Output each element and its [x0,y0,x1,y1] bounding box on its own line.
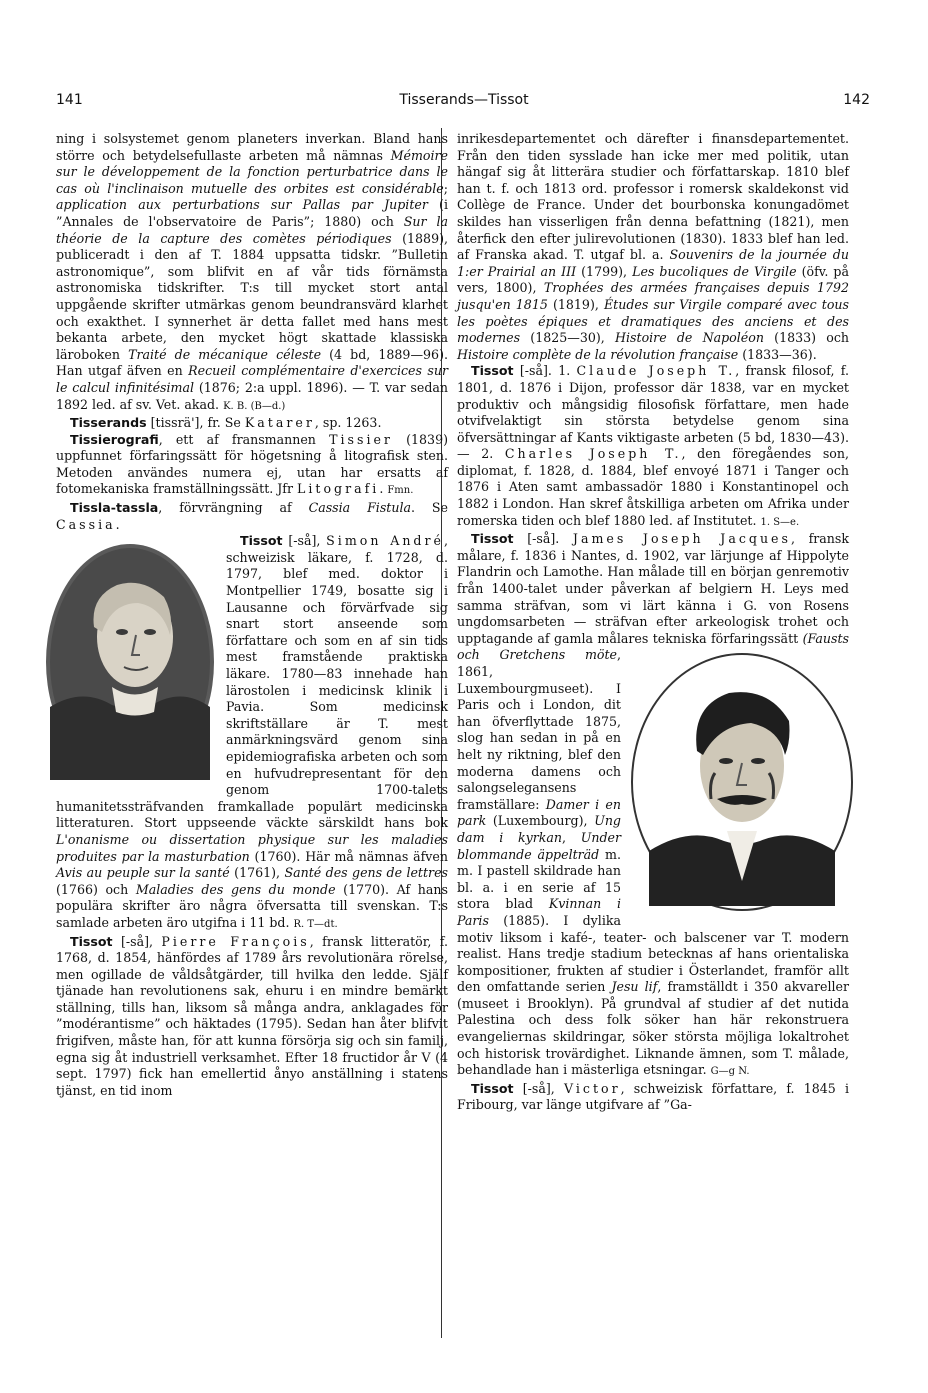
entry-tissot-pierre-francois: Tissot [-så], Pierre François, fransk litteratör, f. 1768, d. 1854, hänfördes af 1789 års revolutionära rörelse, men ogillade de våldsåtgärder, till hvilka den ledde. Själf tjänade han revolutionens sak, ehuru i en mindre bemärkt ställning, tills han, liksom så många andra, anklagades för ”modérantisme” och häktades (1795). Sedan han åter blifvit frigifven, måste han, för att kunna försörja sig och sin familj, egna sig åt industriell verksamhet. Efter 18 fructidor år V (4 sept. 1797) fick han emellertid ånyo anställning i statens tjänst, en tid inom [56,933,448,1098]
entry-tissot-claude-charles: Tissot [-så]. 1. Claude Joseph T., fransk filosof, f. 1801, d. 1876 i Dijon, professor där 1838, var en mycket produktiv och mångsidig filosofisk författare, men hade otvifvelaktigt sin största betydelse genom sina öfversättningar af Kants viktigaste arbeten (5 bd, 1830—43). — 2. Charles Joseph T., den föregåendes son, diplomat, f. 1828, d. 1884, blef envoyé 1871 i Tanger och 1876 i Aten samt ambassadör 1880 i Konstantinopel och 1882 i London. Han skref åtskilliga arbeten om Afrika under romerska tiden och blef 1880 led. af Institutet. 1. S—e. [457,363,849,528]
author-signature: R. T—dt. [293,918,338,930]
entry-tissot-victor: Tissot [-så], Victor, schweizisk författare, f. 1845 i Fribourg, var länge utgifvare af ”Ga- [457,1080,849,1113]
entry-tissot-simon-andre: Tissot [-så], Simon André , schweizisk läkare, f. 1728, d. 1797, blef med. doktor i Montpellier 1749, bosatte sig i Lausanne och förvärfvade sig snart stort anseende som författare och som en af sin tids mest framstående praktiska läkare. 1780—83 innehade han lärostolen i medicinsk klinik i Pavia. Som medicinsk skriftställare är T. mest anmärkningsvärd genom sina epidemiografiska arbeten och som en hufvudrepresentant för den genom 1700-talets humanitetssträfvanden framkallade populärt medicinska litteraturen. Stort uppseende väckte särskildt hans bok L'onanisme ou dissertation physique sur les maladies produites par la masturbation (1760). Här må nämnas äfven Avis au peuple sur la santé (1761), Santé des gens de lettres (1766) och Maladies des gens du monde (1770). Af hans populära skrifter äro några öfversatta till svenskan. T:s samlade arbeten äro utgifna i 11 bd. R. T—dt. [56,533,448,933]
left-column [56,131,448,1099]
author-signature: Fmn. [387,485,414,497]
left-page-number: 141 [56,92,83,108]
entry-tisserand-continuation: ning i solsystemet genom planeters inverkan. Bland hans större och betydelsefullaste arbeten må nämnas Mémoire sur le développement de la fonction perturbatrice dans le cas où l'inclinaison mutuelle des orbites est considérable; application aux perturbations sur Pallas par Jupiter (i ”Annales de l'observatoire de Paris”; 1880) och Sur la théorie de la capture des comètes périodiques (1889), publiceradt i den af T. 1884 uppsatta tidskr. ”Bulletin astronomique”, som blifvit en af vår tids förnämsta astronomiska tidskrifter. T:s till mycket stort antal uppgående skrifter utmärkas genom beundransvärd klarhet och exakthet. I synnerhet är detta fallet med hans mest bekanta arbete, den mycket högt skattade klassiska läroboken Traité de mécanique céleste (4 bd, 1889—96). Han utgaf äfven en Recueil complémentaire d'exercices sur le calcul infinitésimal (1876; 2:a uppl. 1896). — T. var sedan 1892 led. af sv. Vet. akad. K. B. (B—d.) [56,131,448,412]
entry-tissierografi: Tissierografi, ett af fransmannen Tissier (1839) uppfunnet förfaringssätt för högetsning å litografisk sten. Metoden användes numera ej, utan har ersatts af fotomekaniska framställningssätt. Jfr Litografi. Fmn. [56,431,448,497]
entry-tissot-james-joseph-jacques: Tissot [-så]. James Joseph Jacques, fransk målare, f. 1836 i Nantes, d. 1902, var lärjunge af Hippolyte Flandrin och Lamothe. Han målade till en början genremotiv från 1400-talet under påverkan af belgiern H. Leys med samma sträfvan, som vi lärt känna i G. von Rosens ungdomsarbeten — sträfvan efter arkeologisk trohet och upptagande af gamla målares tekniska förfaringssätt (Fausts och Gretchens möte, 1861, Luxembourgmuseet). I Paris och i London, dit han öfverflyttade 1875, slog han sedan in på en helt ny riktning, blef den moderna damens och salongselegansens framställare: Damer i en park (Luxembourg), Ung dam i kyrkan, Under blommande äppelträd m. m. I pastell skildrade han bl. a. i en serie af 15 stora blad Kvinnan i Paris (1885). I dylika motiv liksom i kafé-, teater- och balscener var T. modern realist. Hans tredje stadium betecknas af hans orientaliska kompositioner, frukten af studier i Österlandet, framför allt den omfattande serien Jesu lif, framställdt i 350 akvareller (museet i Brooklyn). På grundval af studier af det nutida Palestina och dess folk söker han här rekonstruera evangeliernas skildringar, söker största möjliga lokaltrohet och historisk trovärdighet. Liknande ämnen, som T. målade, behandlade han i mästerliga etsningar. G—g N. [457,531,849,1081]
portrait-simon-andre-tissot [42,537,218,787]
right-page-number: 142 [843,92,870,108]
entry-tissla-tassla: Tissla-tassla, förvrängning af Cassia Fistula. Se Cassia. [56,500,449,532]
portrait-james-tissot [629,651,855,913]
author-signature: G—g N. [710,1066,750,1078]
right-column [457,131,849,1114]
entry-tisserands: Tisserands [tissrä'], fr. Se Katarer, sp. 1263. [70,415,382,431]
author-signature: K. B. (B—d.) [223,400,286,412]
entry-tissot-pierre-francois-continuation: inrikesdepartementet och därefter i finansdepartementet. Från den tiden sysslade han icke mer med politik, utan hängaf sig åt litterära studier och författarskap. 1810 blef han t. f. och 1813 ord. professor i romersk skaldekonst vid Collège de France. Under det bourbonska konungadömet skildes han visserligen från denna befattning (1821), men återfick den efter julirevolutionen (1830). 1833 blef han led. af Franska akad. T. utgaf bl. a. Souvenirs de la journée du 1:er Prairial an III (1799), Les bucoliques de Virgile (öfv. på vers, 1800), Trophées des armées françaises depuis 1792 jusqu'en 1815 (1819), Études sur Virgile comparé avec tous les poètes épiques et dramatiques des anciens et des modernes (1825—30), Histoire de Napoléon (1833) och Histoire complète de la révolution française (1833—36). [457,131,850,362]
running-title: Tisserands—Tissot [399,92,529,108]
author-signature: 1. S—e. [760,516,800,528]
